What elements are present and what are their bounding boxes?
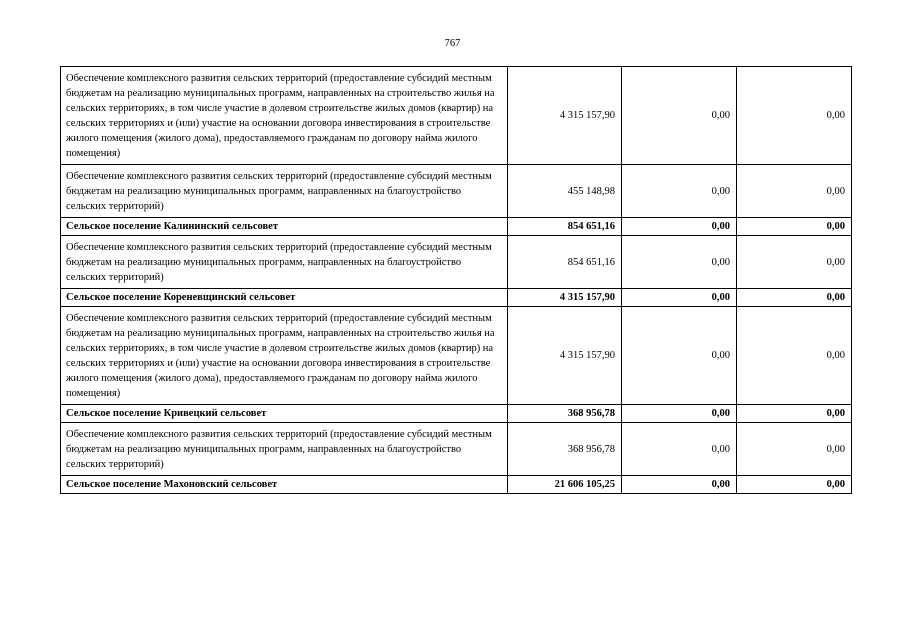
value-col1: 368 956,78 xyxy=(508,405,622,423)
value-col2: 0,00 xyxy=(622,307,737,405)
page-number: 767 xyxy=(444,38,461,49)
row-name: Сельское поселение Калининский сельсовет xyxy=(61,218,508,236)
row-name: Сельское поселение Кореневщинский сельсовет xyxy=(61,289,508,307)
table-row xyxy=(61,423,852,476)
row-name: Сельское поселение Кривецкий сельсовет xyxy=(61,405,508,423)
row-name: Обеспечение комплексного развития сельских территорий (предоставление субсидий местным бюджетам на реализацию муниципальных программ, направленных на строительство жилья на сельских территориях, в том числе участие в долевом строительстве жилых домов (квартир) на сельских территориях и (или) участие на основании договора инвестирования в строительстве жилого помещения (жилого дома), предоставляемого гражданам по договору найма жилого помещения) xyxy=(61,67,508,165)
value-col2: 0,00 xyxy=(622,67,737,165)
table-row-total xyxy=(61,476,852,494)
table-row xyxy=(61,165,852,218)
value-col2: 0,00 xyxy=(622,476,737,494)
value-col2: 0,00 xyxy=(622,423,737,476)
value-col1: 368 956,78 xyxy=(508,423,622,476)
value-col2: 0,00 xyxy=(622,218,737,236)
row-name: Обеспечение комплексного развития сельских территорий (предоставление субсидий местным бюджетам на реализацию муниципальных программ, направленных на благоустройство сельских территорий) xyxy=(61,165,508,218)
value-col1: 4 315 157,90 xyxy=(508,289,622,307)
value-col2: 0,00 xyxy=(622,165,737,218)
budget-table xyxy=(60,66,852,494)
value-col3: 0,00 xyxy=(737,405,852,423)
value-col3: 0,00 xyxy=(737,476,852,494)
value-col1: 4 315 157,90 xyxy=(508,67,622,165)
value-col1: 21 606 105,25 xyxy=(508,476,622,494)
value-col1: 854 651,16 xyxy=(508,236,622,289)
value-col2: 0,00 xyxy=(622,405,737,423)
value-col3: 0,00 xyxy=(737,289,852,307)
value-col3: 0,00 xyxy=(737,236,852,289)
table-row-total xyxy=(61,218,852,236)
value-col2: 0,00 xyxy=(622,236,737,289)
value-col1: 4 315 157,90 xyxy=(508,307,622,405)
row-name: Обеспечение комплексного развития сельских территорий (предоставление субсидий местным бюджетам на реализацию муниципальных программ, направленных на строительство жилья на сельских территориях, в том числе участие в долевом строительстве жилых домов (квартир) на сельских территориях и (или) участие на основании договора инвестирования в строительстве жилого помещения (жилого дома), предоставляемого гражданам по договору найма жилого помещения) xyxy=(61,307,508,405)
value-col3: 0,00 xyxy=(737,423,852,476)
row-name: Обеспечение комплексного развития сельских территорий (предоставление субсидий местным бюджетам на реализацию муниципальных программ, направленных на благоустройство сельских территорий) xyxy=(61,423,508,476)
table-row xyxy=(61,67,852,165)
value-col1: 455 148,98 xyxy=(508,165,622,218)
table-row xyxy=(61,307,852,405)
value-col2: 0,00 xyxy=(622,289,737,307)
table-row-total xyxy=(61,289,852,307)
value-col3: 0,00 xyxy=(737,67,852,165)
table-row xyxy=(61,236,852,289)
table-row-total xyxy=(61,405,852,423)
value-col3: 0,00 xyxy=(737,165,852,218)
row-name: Сельское поселение Махоновский сельсовет xyxy=(61,476,508,494)
value-col1: 854 651,16 xyxy=(508,218,622,236)
value-col3: 0,00 xyxy=(737,307,852,405)
row-name: Обеспечение комплексного развития сельских территорий (предоставление субсидий местным бюджетам на реализацию муниципальных программ, направленных на благоустройство сельских территорий) xyxy=(61,236,508,289)
value-col3: 0,00 xyxy=(737,218,852,236)
